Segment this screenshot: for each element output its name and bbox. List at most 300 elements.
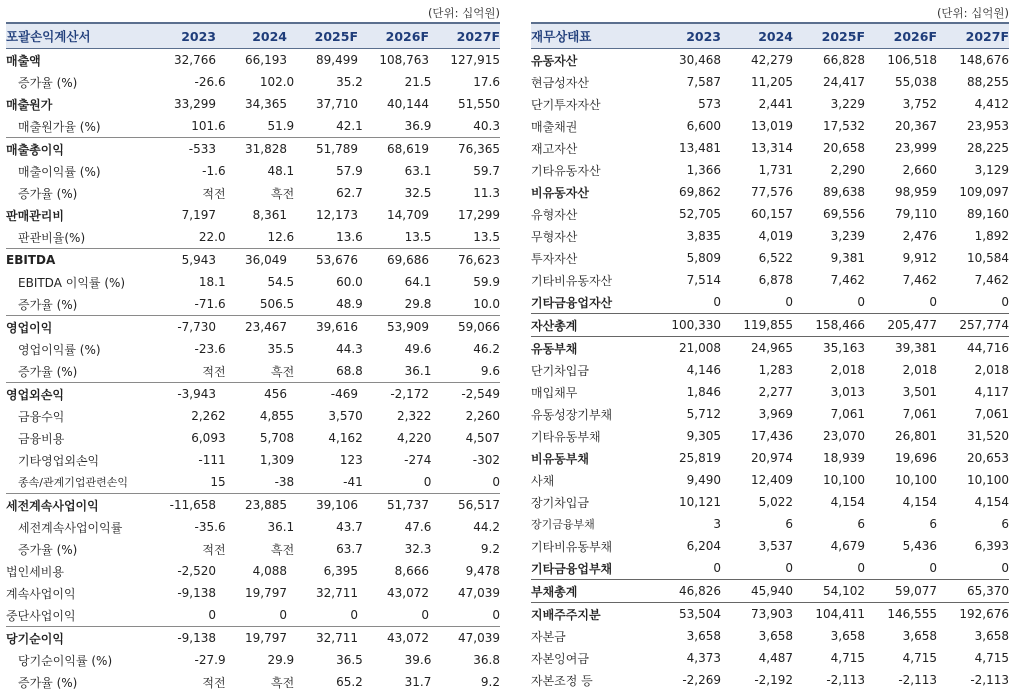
row-label: 단기투자자산 [531, 97, 601, 112]
row-value: 101.6 [191, 119, 226, 133]
table-title: 재무상태표 [531, 29, 592, 44]
row-value: 흑전 [271, 675, 295, 690]
table-row [531, 115, 1009, 137]
row-value: 10.0 [473, 297, 500, 311]
row-label: 무형자산 [531, 229, 578, 244]
row-value: 0 [1001, 295, 1009, 309]
row-value: 23,070 [823, 429, 865, 443]
row-label: 중단사업이익 [6, 608, 76, 623]
row-value: 37,710 [316, 97, 358, 111]
row-label: 기타금융업부채 [531, 561, 613, 576]
row-value: 29.8 [404, 297, 432, 311]
row-value: -302 [472, 453, 500, 467]
row-value: 0 [785, 295, 793, 309]
row-value: 7,061 [830, 407, 865, 421]
table-header [6, 22, 500, 49]
row-value: 63.7 [336, 542, 363, 556]
table-row [531, 513, 1009, 535]
row-value: -71.6 [194, 297, 226, 311]
row-value: -26.6 [194, 75, 226, 89]
row-label: 비유동부채 [531, 451, 589, 466]
row-value: 2,018 [830, 363, 865, 377]
row-value: 45,940 [751, 584, 793, 598]
row-value: 7,462 [830, 273, 865, 287]
row-label: 증가율 (%) [18, 75, 78, 90]
row-value: 0 [929, 295, 937, 309]
table-row [531, 603, 1009, 625]
row-value: 46,826 [679, 584, 721, 598]
row-label: 자본조정 등 [531, 673, 593, 688]
row-value: 3,969 [758, 407, 793, 421]
row-value: 53,676 [316, 253, 358, 267]
row-value: 10,100 [967, 473, 1009, 487]
row-value: 54.5 [267, 275, 295, 289]
row-value: 4,162 [328, 431, 363, 445]
table-row [6, 560, 500, 582]
row-value: 14,709 [387, 208, 429, 222]
row-label: 영업이익 [6, 320, 53, 335]
row-value: -2,113 [826, 673, 865, 687]
row-label: 금융수익 [18, 409, 65, 424]
row-value: 5,809 [686, 251, 721, 265]
year-header: 2024 [252, 28, 287, 44]
row-value: 4,154 [902, 495, 937, 509]
row-value: 68.8 [336, 364, 363, 378]
row-value: -38 [274, 475, 295, 489]
table-row [6, 248, 500, 271]
row-value: 573 [698, 97, 721, 111]
row-value: -2,520 [177, 564, 216, 578]
row-value: 51,789 [316, 142, 358, 156]
row-label: 매출원가 [6, 97, 53, 112]
row-value: 3,229 [830, 97, 865, 111]
table-row [6, 582, 500, 604]
row-value: 5,708 [259, 431, 295, 445]
row-value: -533 [188, 142, 216, 156]
table-row [531, 203, 1009, 225]
row-value: 23,467 [245, 320, 287, 334]
row-value: 63.1 [404, 164, 432, 178]
row-value: 46.2 [473, 342, 500, 356]
table-row [531, 381, 1009, 403]
row-label: 기타영업외손익 [18, 453, 100, 468]
row-value: 1,731 [758, 163, 793, 177]
row-value: 9,381 [830, 251, 865, 265]
row-value: 33,299 [174, 97, 216, 111]
row-value: 59,066 [458, 320, 500, 334]
row-value: -2,269 [682, 673, 721, 687]
row-value: 66,193 [245, 53, 287, 67]
row-value: 44,716 [967, 341, 1009, 355]
row-value: 1,283 [758, 363, 793, 377]
row-value: 2,476 [902, 229, 937, 243]
row-value: 73,903 [751, 607, 793, 621]
row-value: 64.1 [404, 275, 432, 289]
row-value: 36.1 [267, 520, 295, 534]
row-value: 7,462 [974, 273, 1009, 287]
row-label: 현금성자산 [531, 75, 589, 90]
row-value: 69,556 [823, 207, 865, 221]
row-label: 기타비유동자산 [531, 273, 613, 288]
row-value: 76,365 [458, 142, 500, 156]
row-value: 3,658 [686, 629, 721, 643]
row-value: 흑전 [271, 542, 295, 557]
row-value: 98,959 [895, 185, 937, 199]
row-value: 32,711 [316, 586, 358, 600]
row-value: 7,061 [974, 407, 1009, 421]
row-value: 39,106 [316, 498, 358, 512]
row-value: 20,658 [823, 141, 865, 155]
row-value: 6,093 [191, 431, 226, 445]
row-value: 6,522 [758, 251, 793, 265]
balance-sheet-rows [531, 49, 1009, 691]
row-value: 1,309 [259, 453, 295, 467]
table-row [531, 669, 1009, 691]
row-value: 13.5 [473, 230, 500, 244]
row-value: 49.6 [404, 342, 432, 356]
row-value: 158,466 [815, 318, 865, 332]
row-value: 0 [423, 475, 432, 489]
table-row [531, 313, 1009, 337]
row-value: 4,373 [686, 651, 721, 665]
row-label: 사채 [531, 473, 555, 488]
row-value: 76,623 [458, 253, 500, 267]
row-value: 57.9 [336, 164, 363, 178]
row-value: 8,666 [394, 564, 429, 578]
row-value: 0 [279, 608, 287, 622]
row-value: 흑전 [271, 364, 295, 379]
row-value: 4,679 [830, 539, 865, 553]
row-value: 6,204 [686, 539, 721, 553]
row-value: 2,260 [465, 409, 500, 423]
row-value: 30,468 [679, 53, 721, 67]
table-row [6, 649, 500, 671]
row-value: 69,862 [679, 185, 721, 199]
table-header [531, 22, 1009, 49]
row-value: 0 [492, 475, 500, 489]
row-value: 3,658 [758, 629, 793, 643]
row-value: 48.9 [336, 297, 363, 311]
row-value: 18.1 [198, 275, 226, 289]
row-value: 4,715 [830, 651, 865, 665]
table-row [6, 516, 500, 538]
table-row [531, 647, 1009, 669]
row-value: 9.6 [480, 364, 500, 378]
table-row [6, 405, 500, 427]
row-value: 6,878 [758, 273, 793, 287]
row-label: 세전계속사업이익 [6, 498, 99, 513]
row-value: 106,518 [887, 53, 937, 67]
row-value: 18,939 [823, 451, 865, 465]
row-value: 60,157 [751, 207, 793, 221]
row-value: 0 [929, 561, 937, 575]
row-value: 6 [1001, 517, 1009, 531]
row-value: 6 [785, 517, 793, 531]
row-value: 9.2 [480, 675, 500, 689]
row-value: 36,049 [245, 253, 287, 267]
row-label: 법인세비용 [6, 564, 64, 579]
row-value: 205,477 [887, 318, 937, 332]
row-value: 4,487 [758, 651, 793, 665]
year-header: 2027F [965, 28, 1009, 44]
row-value: -11,658 [169, 498, 216, 512]
row-value: 4,507 [465, 431, 500, 445]
row-value: 3 [713, 517, 721, 531]
row-value: 51,737 [387, 498, 429, 512]
row-value: 17,436 [751, 429, 793, 443]
row-value: 3,835 [686, 229, 721, 243]
table-row [531, 269, 1009, 291]
row-value: 3,658 [902, 629, 937, 643]
row-value: 146,555 [887, 607, 937, 621]
table-row [531, 425, 1009, 447]
table-row [6, 604, 500, 626]
row-value: 43,072 [387, 631, 429, 645]
row-value: 4,154 [974, 495, 1009, 509]
year-header: 2027F [456, 28, 500, 44]
row-value: 36.8 [473, 653, 500, 667]
row-value: 0 [857, 561, 865, 575]
row-value: 35,163 [823, 341, 865, 355]
row-value: 34,365 [245, 97, 287, 111]
row-value: 257,774 [959, 318, 1009, 332]
row-value: 0 [421, 608, 429, 622]
table-row [6, 71, 500, 93]
row-value: 2,441 [758, 97, 793, 111]
row-label: 비유동자산 [531, 185, 589, 200]
row-value: 51,550 [458, 97, 500, 111]
row-value: 47,039 [458, 586, 500, 600]
row-value: 13.6 [336, 230, 363, 244]
row-label: 장기차입금 [531, 495, 589, 510]
row-value: 17,532 [823, 119, 865, 133]
row-value: -2,192 [754, 673, 793, 687]
table-row [6, 49, 500, 71]
row-value: 48.1 [267, 164, 295, 178]
row-value: 44.3 [336, 342, 363, 356]
row-value: 51.9 [267, 119, 295, 133]
row-value: -1.6 [202, 164, 226, 178]
row-value: 9.2 [480, 542, 500, 556]
row-label: 유형자산 [531, 207, 578, 222]
row-value: 20,974 [751, 451, 793, 465]
row-value: 17.6 [473, 75, 500, 89]
row-value: 21.5 [404, 75, 432, 89]
row-value: 6,600 [686, 119, 721, 133]
row-value: 62.7 [336, 186, 363, 200]
row-value: -23.6 [194, 342, 226, 356]
row-value: 100,330 [671, 318, 721, 332]
year-header: 2025F [821, 28, 865, 44]
row-value: 0 [857, 295, 865, 309]
row-value: 19,696 [895, 451, 937, 465]
row-value: 9,490 [686, 473, 721, 487]
row-label: 당기순이익 [6, 631, 64, 646]
row-value: 89,638 [823, 185, 865, 199]
row-label: 증가율 (%) [18, 297, 78, 312]
row-value: 4,088 [252, 564, 287, 578]
row-value: 10,121 [679, 495, 721, 509]
row-value: 10,100 [823, 473, 865, 487]
year-header: 2025F [314, 28, 358, 44]
row-value: 6,393 [974, 539, 1009, 553]
row-value: 53,504 [679, 607, 721, 621]
row-label: 지배주주지분 [531, 607, 601, 622]
row-label: 기타유동부채 [531, 429, 601, 444]
balance-sheet-panel [531, 0, 1009, 691]
table-row [6, 493, 500, 516]
row-label: 자본잉여금 [531, 651, 589, 666]
row-value: 65,370 [967, 584, 1009, 598]
table-row [6, 671, 500, 693]
table-row [531, 447, 1009, 469]
row-label: 매입채무 [531, 385, 578, 400]
row-value: 59,077 [895, 584, 937, 598]
row-value: -469 [330, 387, 358, 401]
row-value: 15 [210, 475, 226, 489]
row-value: 13,481 [679, 141, 721, 155]
row-value: 9,478 [465, 564, 500, 578]
row-value: 3,013 [830, 385, 865, 399]
row-label: 금융비용 [18, 431, 65, 446]
row-value: 44.2 [473, 520, 500, 534]
row-value: 9,912 [902, 251, 937, 265]
row-value: 104,411 [815, 607, 865, 621]
row-value: 13,019 [751, 119, 793, 133]
table-row [6, 115, 500, 137]
row-label: 당기순이익률 (%) [18, 653, 113, 668]
row-value: 23,999 [895, 141, 937, 155]
table-row [531, 291, 1009, 313]
row-value: 2,018 [902, 363, 937, 377]
year-header: 2026F [385, 28, 429, 44]
row-label: 매출이익률 (%) [18, 164, 101, 179]
row-value: 24,965 [751, 341, 793, 355]
table-row [6, 427, 500, 449]
row-value: 13.5 [404, 230, 432, 244]
table-title: 포괄손익계산서 [6, 29, 91, 44]
row-value: 22.0 [198, 230, 226, 244]
unit-note: (단위: 십억원) [427, 6, 500, 20]
row-value: 4,855 [259, 409, 295, 423]
table-row [6, 160, 500, 182]
row-label: 매출원가율 (%) [18, 119, 101, 134]
row-value: 127,915 [450, 53, 500, 67]
table-row [531, 337, 1009, 359]
row-value: 6,395 [323, 564, 358, 578]
row-label: 재고자산 [531, 141, 578, 156]
row-value: 0 [208, 608, 216, 622]
table-row [6, 315, 500, 338]
row-value: 66,828 [823, 53, 865, 67]
row-value: 39,381 [895, 341, 937, 355]
row-value: 11,205 [751, 75, 793, 89]
row-value: -27.9 [194, 653, 226, 667]
row-value: 89,160 [967, 207, 1009, 221]
table-row [531, 159, 1009, 181]
row-value: 3,129 [974, 163, 1009, 177]
row-value: 456 [264, 387, 287, 401]
year-header: 2026F [893, 28, 937, 44]
row-value: -9,138 [177, 631, 216, 645]
row-label: 증가율 (%) [18, 675, 78, 690]
income-statement-panel [6, 0, 500, 693]
row-value: 36.1 [404, 364, 432, 378]
row-value: -41 [343, 475, 363, 489]
row-value: 6 [929, 517, 937, 531]
table-row [531, 535, 1009, 557]
row-value: 55,038 [895, 75, 937, 89]
income-statement-rows [6, 49, 500, 693]
row-label: 매출채권 [531, 119, 578, 134]
row-label: 투자자산 [531, 251, 578, 266]
row-value: 60.0 [336, 275, 363, 289]
table-row [6, 449, 500, 471]
row-value: 148,676 [959, 53, 1009, 67]
row-value: 31,828 [245, 142, 287, 156]
row-value: 3,570 [328, 409, 363, 423]
row-value: 3,501 [902, 385, 937, 399]
row-value: 28,225 [967, 141, 1009, 155]
row-value: 흑전 [271, 186, 295, 201]
row-label: 유동자산 [531, 53, 578, 68]
row-label: 자산총계 [531, 318, 578, 333]
row-value: 10,584 [967, 251, 1009, 265]
row-value: 109,097 [959, 185, 1009, 199]
row-value: 5,022 [758, 495, 793, 509]
row-label: 기타유동자산 [531, 163, 601, 178]
row-value: 적전 [202, 186, 226, 201]
row-value: 123 [339, 453, 363, 467]
row-value: 4,019 [758, 229, 793, 243]
row-value: -274 [404, 453, 432, 467]
year-header: 2023 [686, 28, 721, 44]
row-label: 장기금융부채 [531, 518, 595, 531]
row-value: 3,239 [830, 229, 865, 243]
row-value: 108,763 [379, 53, 429, 67]
row-value: 2,322 [397, 409, 432, 423]
row-label: 영업외손익 [6, 387, 64, 402]
row-value: 35.5 [267, 342, 295, 356]
table-row [6, 382, 500, 405]
row-value: 40,144 [387, 97, 429, 111]
row-value: 9,305 [686, 429, 721, 443]
row-value: 7,514 [686, 273, 721, 287]
row-label: 증가율 (%) [18, 186, 78, 201]
row-value: 12.6 [267, 230, 295, 244]
table-row [531, 181, 1009, 203]
row-value: 4,154 [830, 495, 865, 509]
row-value: -2,172 [390, 387, 429, 401]
row-label: EBITDA 이익률 (%) [18, 275, 126, 290]
table-row [531, 49, 1009, 71]
row-value: 1,892 [974, 229, 1009, 243]
row-label: 증가율 (%) [18, 542, 78, 557]
table-row [6, 538, 500, 560]
row-value: 40.3 [473, 119, 500, 133]
row-value: 79,110 [895, 207, 937, 221]
row-value: 4,715 [902, 651, 937, 665]
table-row [531, 247, 1009, 269]
row-value: 88,255 [967, 75, 1009, 89]
row-value: 3,658 [974, 629, 1009, 643]
row-label: 부채총계 [531, 584, 578, 599]
table-row [6, 338, 500, 360]
table-row [6, 137, 500, 160]
row-label: 계속사업이익 [6, 586, 76, 601]
row-label: 판관비율(%) [18, 230, 86, 245]
row-label: 자본금 [531, 629, 566, 644]
